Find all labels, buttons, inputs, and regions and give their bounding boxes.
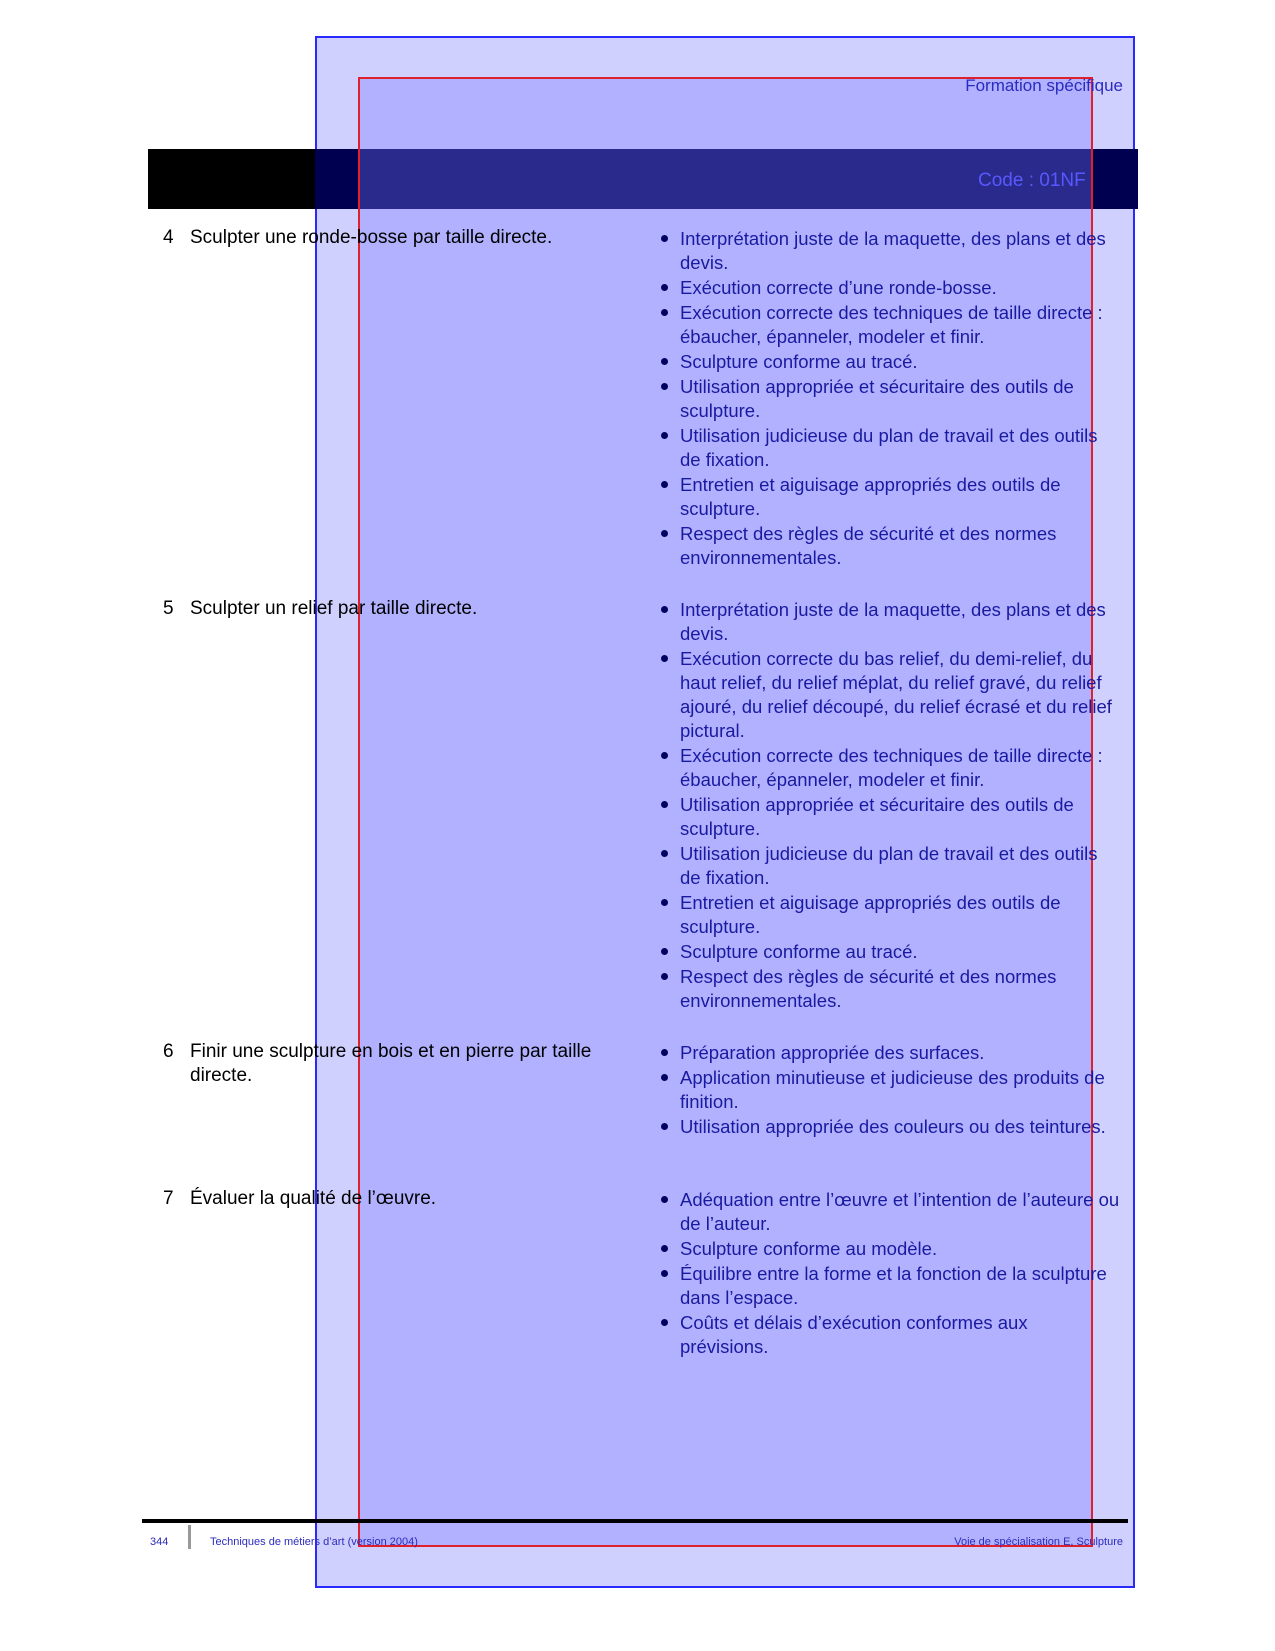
- competency-text: Évaluer la qualité de l’œuvre.: [190, 1188, 437, 1209]
- course-code: Code : 01NF: [978, 170, 1086, 191]
- criterion: Respect des règles de sécurité et des normes environnementales.: [660, 965, 1120, 1013]
- competency-text: Finir une sculpture en bois et en pierre par taille directe.: [190, 1041, 592, 1086]
- competency-text: Sculpter une ronde-bosse par taille directe.: [190, 227, 553, 248]
- competency-number: 6: [163, 1041, 174, 1062]
- criterion: Préparation appropriée des surfaces.: [660, 1041, 1120, 1065]
- criterion: Coûts et délais d’exécution conformes aux prévisions.: [660, 1311, 1120, 1359]
- criteria-list: [660, 1188, 1120, 1360]
- criteria-list: [660, 227, 1120, 571]
- criterion: Respect des règles de sécurité et des normes environnementales.: [660, 522, 1120, 570]
- criterion: Sculpture conforme au tracé.: [660, 350, 1120, 374]
- page-number: 344: [150, 1536, 169, 1548]
- competency-text: Sculpter un relief par taille directe.: [190, 598, 478, 619]
- criterion: Interprétation juste de la maquette, des plans et des devis.: [660, 227, 1120, 275]
- footer-title: Techniques de métiers d’art (version 2004): [210, 1536, 418, 1548]
- competency-number: 4: [163, 227, 174, 248]
- criterion: Interprétation juste de la maquette, des plans et des devis.: [660, 598, 1120, 646]
- criterion: Sculpture conforme au tracé.: [660, 940, 1120, 964]
- criterion: Entretien et aiguisage appropriés des outils de sculpture.: [660, 473, 1120, 521]
- competency-number: 7: [163, 1188, 174, 1209]
- footer-rule: [142, 1519, 1128, 1523]
- criterion: Exécution correcte des techniques de taille directe : ébaucher, épanneler, modeler et finir.: [660, 744, 1120, 792]
- criterion: Équilibre entre la forme et la fonction de la sculpture dans l’espace.: [660, 1262, 1120, 1310]
- footer-section: Voie de spécialisation E, Sculpture: [954, 1536, 1123, 1548]
- criterion: Entretien et aiguisage appropriés des outils de sculpture.: [660, 891, 1120, 939]
- competency-number: 5: [163, 598, 174, 619]
- criterion: Exécution correcte du bas relief, du demi-relief, du haut relief, du relief méplat, du relief gravé, du relief ajouré, du relief découpé, du relief écrasé et du relief pictural.: [660, 647, 1120, 743]
- criteria-list: [660, 598, 1120, 1014]
- criteria-list: [660, 1041, 1120, 1140]
- criterion: Sculpture conforme au modèle.: [660, 1237, 1120, 1261]
- criterion: Exécution correcte d’une ronde-bosse.: [660, 276, 1120, 300]
- criterion: Utilisation appropriée des couleurs ou des teintures.: [660, 1115, 1120, 1139]
- section-title: Formation spécifique: [965, 76, 1123, 95]
- criterion: Application minutieuse et judicieuse des produits de finition.: [660, 1066, 1120, 1114]
- criterion: Utilisation appropriée et sécuritaire des outils de sculpture.: [660, 375, 1120, 423]
- criterion: Exécution correcte des techniques de taille directe : ébaucher, épanneler, modeler et finir.: [660, 301, 1120, 349]
- criterion: Utilisation judicieuse du plan de travail et des outils de fixation.: [660, 424, 1120, 472]
- criterion: Utilisation judicieuse du plan de travail et des outils de fixation.: [660, 842, 1120, 890]
- criterion: Utilisation appropriée et sécuritaire des outils de sculpture.: [660, 793, 1120, 841]
- criterion: Adéquation entre l’œuvre et l’intention de l’auteure ou de l’auteur.: [660, 1188, 1120, 1236]
- footer-separator: [188, 1525, 191, 1549]
